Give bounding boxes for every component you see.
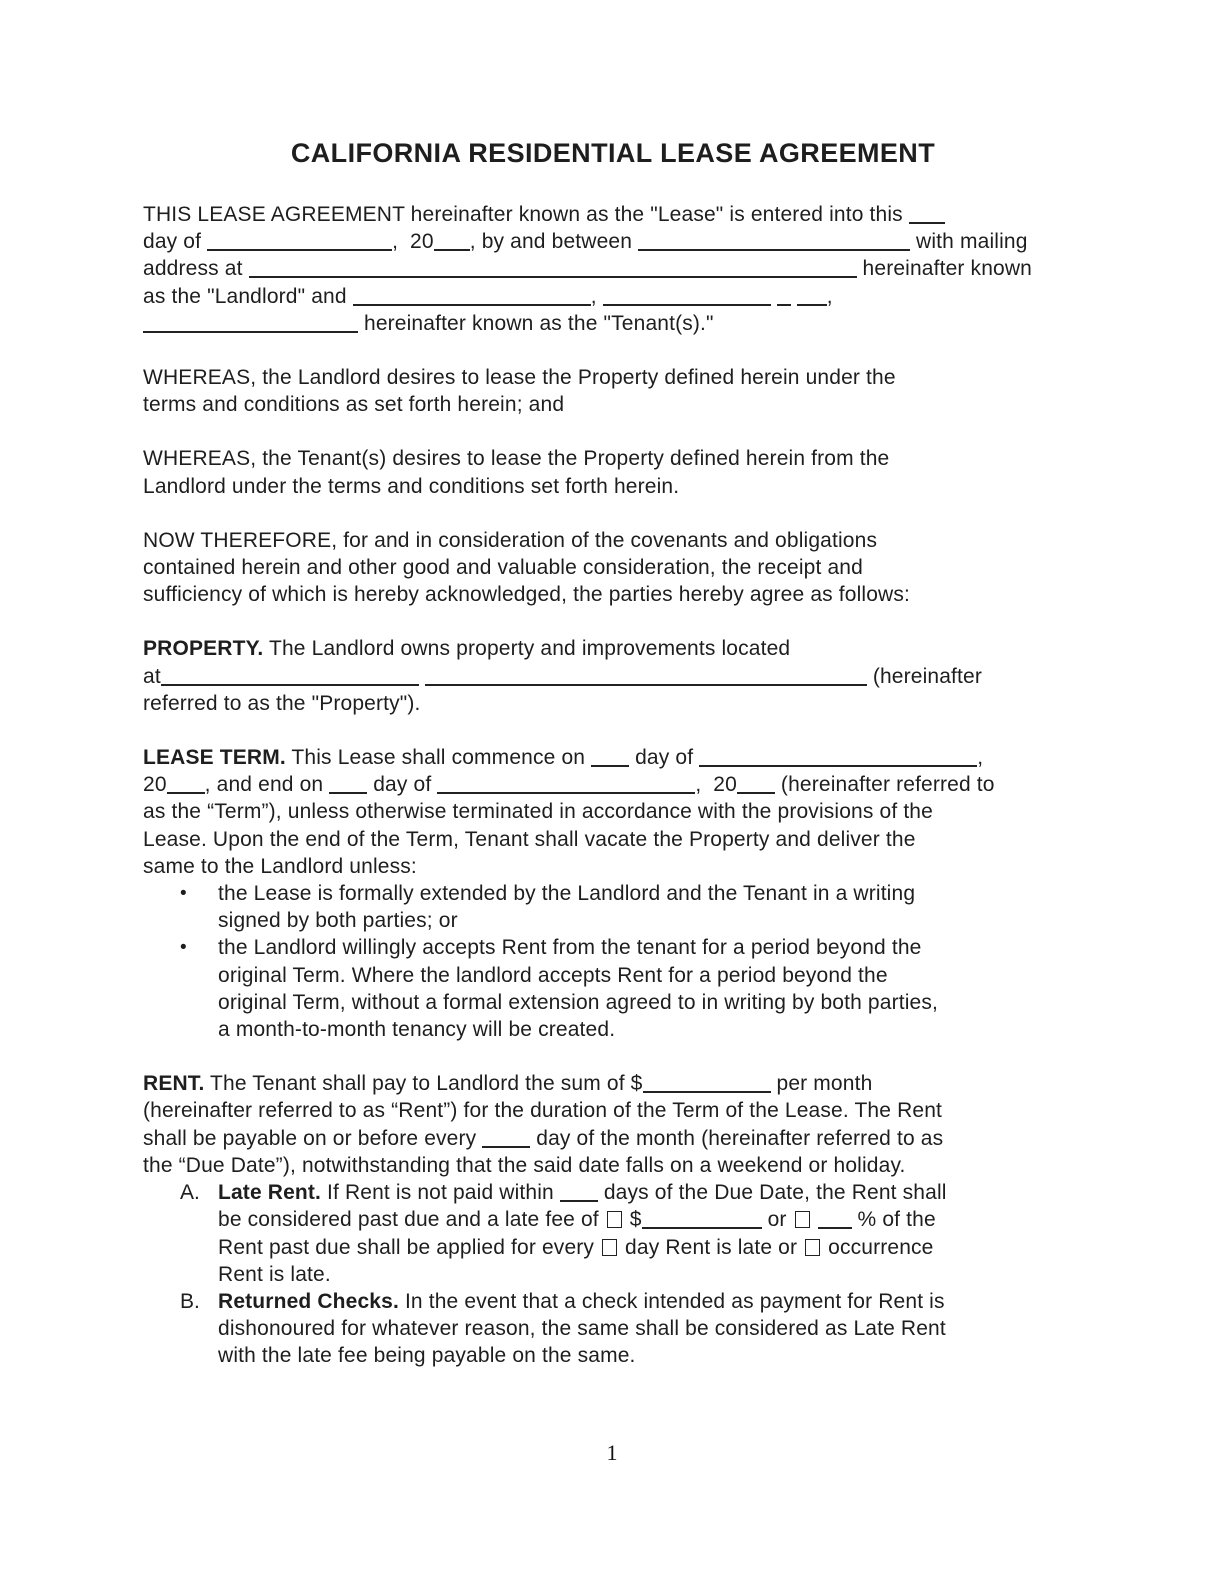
body-text: as the "Landlord" and	[143, 284, 353, 308]
list-letter-marker: B.	[180, 1289, 200, 1313]
document-line	[143, 1070, 1083, 1097]
body-text: the Lease is formally extended by the Landlord and the Tenant in a writing	[218, 882, 916, 906]
body-text: Lease. Upon the end of the Term, Tenant shall vacate the Property and deliver the	[143, 827, 916, 851]
list-item-body	[218, 1288, 1083, 1370]
paragraph	[143, 364, 1083, 418]
body-text: per month	[770, 1072, 873, 1096]
body-text: days of the Due Date, the Rent shall	[597, 1181, 947, 1205]
document-line	[143, 690, 1083, 717]
body-text: same to the Landlord unless:	[143, 854, 417, 878]
blank-field[interactable]	[643, 1089, 771, 1093]
section-heading-text: Returned Checks.	[218, 1289, 399, 1313]
blank-field[interactable]	[642, 1225, 762, 1229]
document-line	[143, 826, 1083, 853]
blank-field[interactable]	[482, 1144, 530, 1148]
document-line	[143, 473, 1083, 500]
body-text: dishonoured for whatever reason, the same shall be considered as Late Rent	[218, 1317, 946, 1341]
document-line	[218, 880, 1083, 907]
document-line	[143, 364, 1083, 391]
document-line	[218, 1261, 1083, 1288]
body-text: be considered past due and a late fee of	[218, 1208, 605, 1232]
body-text: WHEREAS, the Tenant(s) desires to lease the Property defined herein from the	[143, 447, 890, 471]
paragraph	[143, 445, 1083, 499]
body-text: , 20	[392, 230, 434, 254]
blank-field[interactable]	[699, 763, 977, 767]
document-line	[143, 283, 1083, 310]
body-text: day Rent is late or	[619, 1235, 804, 1259]
body-text: (hereinafter referred to as “Rent”) for the duration of the Term of the Lease. The Rent	[143, 1099, 943, 1123]
document-line	[143, 554, 1083, 581]
document-line	[218, 1016, 1083, 1043]
body-text: contained herein and other good and valuable consideration, the receipt and	[143, 556, 863, 580]
blank-field[interactable]	[591, 763, 629, 767]
body-text: Rent past due shall be applied for every	[218, 1235, 601, 1259]
section-heading-text: Late Rent.	[218, 1181, 322, 1205]
document-line	[143, 581, 1083, 608]
blank-field[interactable]	[909, 220, 945, 224]
body-text: the “Due Date”), notwithstanding that the said date falls on a weekend or holiday.	[143, 1153, 906, 1177]
body-text: Rent is late.	[218, 1262, 331, 1286]
paragraph	[143, 527, 1083, 609]
document-line	[218, 1206, 1083, 1233]
body-text: , 20	[695, 773, 737, 797]
list-item-body	[218, 880, 1083, 934]
body-text: or	[761, 1208, 793, 1232]
section-heading-text: LEASE TERM.	[143, 746, 286, 770]
body-text: Landlord under the terms and conditions set forth herein.	[143, 474, 680, 498]
document-line	[218, 962, 1083, 989]
bullet-icon: •	[180, 883, 187, 905]
body-text: at	[143, 664, 161, 688]
blank-field[interactable]	[207, 247, 392, 251]
body-text: day of	[629, 746, 700, 770]
document-line	[218, 1342, 1083, 1369]
document-line	[143, 310, 1083, 337]
list-item-body	[218, 934, 1083, 1043]
lettered-list-item	[143, 1179, 1083, 1288]
body-text: THIS LEASE AGREEMENT hereinafter known as the "Lease" is entered into this	[143, 203, 909, 226]
body-text: original Term. Where the landlord accepts Rent for a period beyond the	[218, 963, 888, 987]
section-heading-text: RENT.	[143, 1072, 205, 1096]
body-text: (hereinafter referred to	[774, 773, 995, 797]
document-line	[143, 1125, 1083, 1152]
blank-field[interactable]	[437, 790, 695, 794]
document-body	[143, 201, 1083, 1370]
body-text: referred to as the "Property").	[143, 691, 421, 715]
blank-field[interactable]	[797, 302, 827, 306]
blank-field[interactable]	[638, 247, 910, 251]
page-title: CALIFORNIA RESIDENTIAL LEASE AGREEMENT	[290, 138, 936, 168]
blank-field[interactable]	[425, 682, 867, 686]
body-text: ,	[590, 284, 603, 308]
paragraph	[143, 744, 1083, 880]
body-text: 20	[143, 773, 167, 797]
body-text: with mailing	[910, 230, 1028, 254]
body-text: hereinafter known	[856, 257, 1033, 281]
list-item-body	[218, 1179, 1083, 1288]
bullet-list-item	[143, 934, 1083, 1043]
section-heading-text: PROPERTY.	[143, 637, 264, 661]
blank-field[interactable]	[818, 1225, 852, 1229]
document-line	[143, 201, 1083, 228]
body-text: hereinafter known as the "Tenant(s)."	[358, 311, 714, 335]
document-line	[143, 391, 1083, 418]
blank-field[interactable]	[737, 790, 775, 794]
body-text: The Landlord owns property and improvements located	[263, 637, 791, 661]
body-text: ,	[977, 746, 984, 770]
body-text: (hereinafter	[866, 664, 983, 688]
body-text: terms and conditions as set forth herein; and	[143, 393, 565, 417]
document-line	[143, 445, 1083, 472]
blank-field[interactable]	[249, 274, 857, 278]
body-text: % of the	[851, 1208, 936, 1232]
body-text: day of	[367, 773, 438, 797]
body-text: $	[623, 1208, 642, 1232]
body-text: shall be payable on or before every	[143, 1126, 483, 1150]
blank-field[interactable]	[329, 790, 367, 794]
blank-field[interactable]	[167, 790, 205, 794]
document-line	[218, 1315, 1083, 1342]
body-text: signed by both parties; or	[218, 909, 458, 933]
body-text: In the event that a check intended as payment for Rent is	[398, 1289, 945, 1313]
blank-field[interactable]	[143, 329, 358, 333]
body-text: a month-to-month tenancy will be created.	[218, 1018, 616, 1042]
blank-field[interactable]	[560, 1198, 598, 1202]
blank-field[interactable]	[777, 302, 791, 306]
bullet-list-item	[143, 880, 1083, 934]
body-text: The Tenant shall pay to Landlord the sum of $	[204, 1072, 643, 1096]
body-text: as the “Term”), unless otherwise terminated in accordance with the provisions of the	[143, 800, 933, 824]
paragraph	[143, 201, 1083, 337]
document-line	[143, 255, 1083, 282]
body-text: the Landlord willingly accepts Rent from the tenant for a period beyond the	[218, 936, 922, 960]
body-text: day of	[143, 230, 208, 254]
document-line	[143, 527, 1083, 554]
document-line	[143, 744, 1083, 771]
blank-field[interactable]	[603, 302, 771, 306]
document-line	[143, 228, 1083, 255]
bullet-icon: •	[180, 937, 187, 959]
body-text: ,	[826, 284, 833, 308]
document-line	[143, 1152, 1083, 1179]
body-text: , by and between	[469, 230, 639, 254]
lettered-list-item	[143, 1288, 1083, 1370]
body-text: original Term, without a formal extension agreed to in writing by both parties,	[218, 990, 938, 1014]
checkbox[interactable]	[607, 1211, 622, 1228]
document-line	[218, 934, 1083, 961]
body-text: NOW THEREFORE, for and in consideration of the covenants and obligations	[143, 528, 878, 552]
body-text: with the late fee being payable on the same.	[218, 1344, 636, 1368]
blank-field[interactable]	[434, 247, 470, 251]
paragraph	[143, 635, 1083, 717]
blank-field[interactable]	[161, 682, 419, 686]
checkbox[interactable]	[805, 1239, 820, 1256]
document-line	[218, 1234, 1083, 1261]
body-text: sufficiency of which is hereby acknowledged, the parties hereby agree as follows:	[143, 583, 911, 607]
page-number: 1	[606, 1440, 618, 1465]
paragraph	[143, 1070, 1083, 1179]
document-line	[143, 1097, 1083, 1124]
document-line	[143, 771, 1083, 798]
document-line	[218, 989, 1083, 1016]
document-line	[143, 853, 1083, 880]
body-text: WHEREAS, the Landlord desires to lease the Property defined herein under the	[143, 366, 896, 390]
document-line	[218, 1179, 1083, 1206]
document-line	[218, 1288, 1083, 1315]
document-line	[143, 663, 1083, 690]
blank-field[interactable]	[353, 302, 591, 306]
body-text: This Lease shall commence on	[285, 746, 592, 770]
body-text: If Rent is not paid within	[321, 1181, 560, 1205]
checkbox[interactable]	[795, 1211, 810, 1228]
body-text: occurrence	[822, 1235, 934, 1259]
list-letter-marker: A.	[180, 1181, 200, 1205]
document-line	[143, 798, 1083, 825]
document-content	[143, 138, 1083, 1370]
body-text: address at	[143, 257, 249, 281]
document-line	[218, 907, 1083, 934]
body-text: , and end on	[204, 773, 330, 797]
body-text: day of the month (hereinafter referred to as	[530, 1126, 944, 1150]
checkbox[interactable]	[602, 1239, 617, 1256]
document-line	[143, 635, 1083, 662]
